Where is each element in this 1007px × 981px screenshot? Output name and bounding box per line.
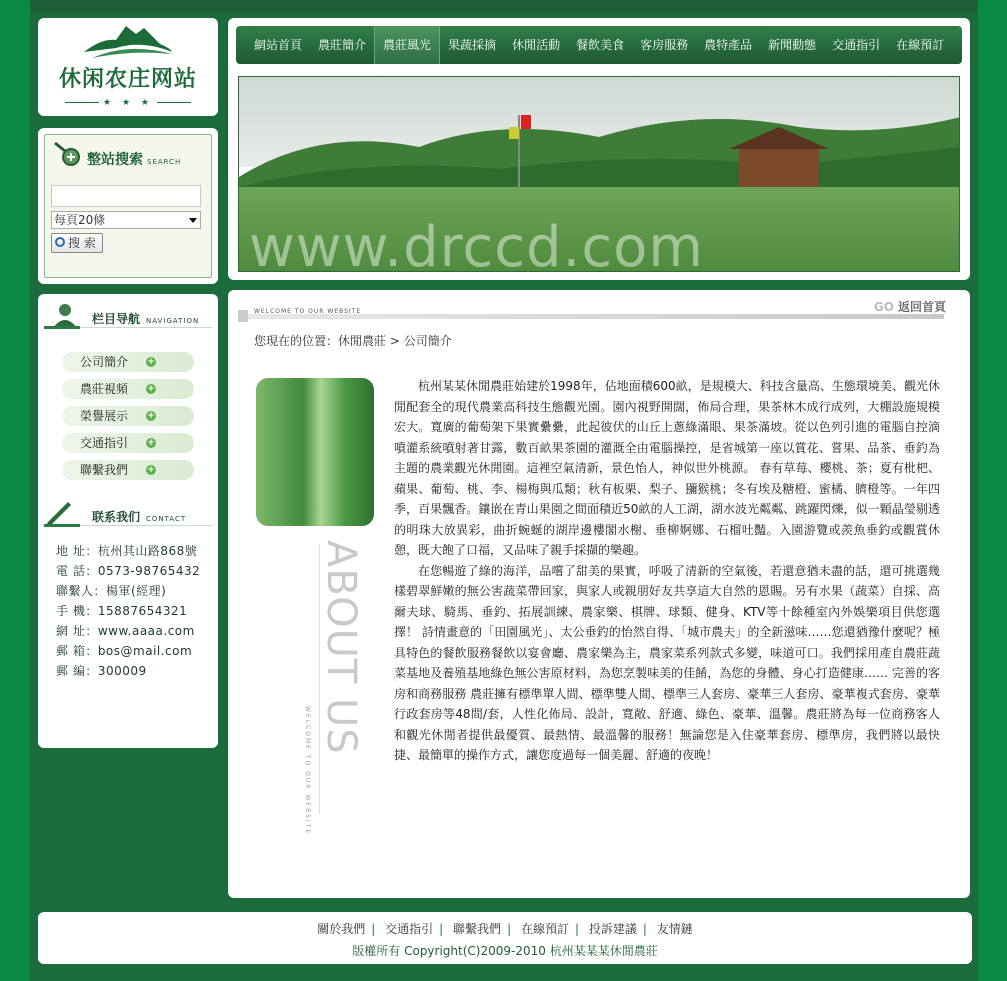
contact-website: 網 址：www.aaaa.com — [56, 624, 195, 638]
welcome-label: WELCOME TO OUR WEBSITE — [254, 308, 362, 315]
breadcrumb-home-link[interactable]: 休閒農莊 — [338, 334, 387, 348]
footer-link-feedback[interactable]: 投訴建議 — [588, 922, 637, 936]
search-panel — [38, 128, 218, 284]
banner-image — [238, 76, 960, 272]
plus-icon: + — [147, 411, 155, 421]
main-menu — [236, 26, 962, 64]
contact-email: 郵 箱：bos@mail.com — [56, 644, 193, 658]
menu-item-picking[interactable]: 果蔬採摘 — [448, 38, 497, 52]
menu-item-about[interactable]: 農莊簡介 — [318, 38, 367, 52]
plus-icon: + — [147, 465, 155, 475]
contact-section-title: 联系我们 — [92, 510, 141, 524]
plus-icon: + — [147, 384, 155, 394]
contact-zip: 郵 編：300009 — [56, 664, 147, 678]
nav-section-header: 栏目导航 NAVIGATION — [44, 298, 212, 328]
sidebar-item-company[interactable]: 公司簡介 + — [62, 352, 194, 372]
search-input[interactable] — [51, 185, 201, 207]
contact-address: 地 址：杭州其山路868號 — [56, 544, 198, 558]
footer-link-contact[interactable]: 聯繫我們 — [453, 922, 502, 936]
footer-link-friends[interactable]: 友情鏈 — [656, 922, 693, 936]
sidebar — [38, 294, 218, 748]
menu-item-traffic[interactable]: 交通指引 — [832, 38, 881, 52]
contact-person: 聯繫人：楊軍(經理) — [56, 584, 167, 598]
top-band — [30, 0, 978, 12]
menu-item-leisure[interactable]: 休閒活動 — [512, 38, 561, 52]
search-title: 整站搜索 SEARCH — [87, 152, 182, 168]
footer-links: 關於我們 | 交通指引 | 聯繫我們 | 在線預訂 | 投訴建議 | 友情鏈 — [317, 922, 693, 936]
menu-item-booking[interactable]: 在線預訂 — [896, 38, 945, 52]
menu-item-dining[interactable]: 餐飲美食 — [576, 38, 625, 52]
menu-item-home[interactable]: 網站首頁 — [254, 38, 303, 52]
page-wrapper — [30, 0, 978, 981]
sidebar-item-contact[interactable]: 聯繫我們 + — [62, 460, 194, 480]
pen-icon — [44, 498, 74, 526]
menu-item-rooms[interactable]: 客房服務 — [640, 38, 689, 52]
plus-icon: + — [147, 357, 155, 367]
logo-stars: ★ ★ ★ — [38, 98, 218, 108]
article-paragraph: 杭州某某休閒農莊始建於1998年，佔地面積600畝，是規模大、科技含量高、生態環境美、觀光休閒配套全的現代農業高科技生態觀光園。園內視野開闊，佈局合理，果茶林木成行成列，大棚設施規模宏大。寬廣的葡萄架下果實纍纍，此起彼伏的山丘上蔥綠滿眼、果茶滿坡。從以色列引進的電腦自控滴噴灌系統噴射著甘露，數百畝果茶園的灌溉全由電腦操控，是省城第一座以賞花、嘗果、品茶、垂釣為主題的農業觀光休閒園。這裡空氣清新，景色怡人，神似世外桃源。 春有草莓、櫻桃、茶；夏有枇杷、蘋果、葡萄、桃、李、楊梅與瓜類；秋有板栗、梨子、獼猴桃；冬有埃及糖橙、蜜橘、臍橙等。一年四季，百果飄香。鑲嵌在青山果園之間面積近50畝的人工湖，湖水波光粼粼、跳躍閃爍，似一顆晶瑩剔透的明珠大放異彩，曲折蜿蜒的湖岸邊樓閣水榭、垂柳婀娜、石榴吐豔。入園游覽或羨魚垂釣或觀賞休憩，既大飽了口福，又品味了親手採擷的樂趣。 — [394, 379, 940, 557]
header-panel — [228, 18, 970, 280]
article-body — [394, 376, 940, 766]
nav-section-title: 栏目导航 — [92, 312, 141, 326]
contact-mobile: 手 機：15887654321 — [56, 604, 188, 618]
dropdown-arrow-icon — [189, 218, 197, 223]
contact-section-header: 联系我们 CONTACT — [44, 496, 212, 526]
bamboo-photo — [256, 378, 374, 526]
plus-icon: + — [147, 438, 155, 448]
search-button[interactable]: 搜 索 — [51, 233, 103, 253]
site-title: 休闲农庄网站 — [58, 66, 197, 92]
sidebar-item-video[interactable]: 農莊視頻 + — [62, 379, 194, 399]
copyright: 版權所有 Copyright(C)2009-2010 杭州某某某休閒農莊 — [352, 944, 658, 958]
site-logo[interactable] — [38, 18, 218, 116]
user-icon — [50, 302, 80, 328]
content-panel — [228, 290, 970, 898]
perpage-select[interactable]: 每頁20條 — [51, 211, 201, 229]
about-us-sub: WELCOME TO OUR WEBSITE — [304, 706, 311, 836]
footer — [38, 912, 972, 964]
menu-item-scenery[interactable]: 農莊風光 — [374, 26, 440, 64]
search-icon — [55, 237, 65, 247]
about-us-label: ABOUT US — [318, 540, 364, 755]
banner-watermark: www.drccd.com — [249, 215, 704, 272]
footer-link-traffic[interactable]: 交通指引 — [385, 922, 434, 936]
mountain-logo-icon — [82, 22, 174, 62]
sidebar-item-traffic[interactable]: 交通指引 + — [62, 433, 194, 453]
article-paragraph: 在您暢遊了綠的海洋，品嚐了甜美的果實，呼吸了清新的空氣後，若還意猶未盡的話，還可挑選幾樣碧翠鮮嫩的無公害蔬菜帶回家，與家人或親朋好友共享這大自然的恩賜。另有水果（蔬菜）自採、高爾夫球、騎馬、垂釣、拓展訓練、農家樂、棋牌、球類、健身、KTV等十餘種室內外娛樂項目供您選擇！ 詩情畫意的「田園風光」、太公垂釣的怡然自得、「城市農夫」的全新滋味……您還猶豫什麼呢？極具特色的餐飲服務餐飲以宴會廳、農家樂為主，農家菜系列款式多變，味道可口。我們採用產自農莊蔬菜基地及養殖基地綠色無公害原材料，為您烹製味美的佳餚，為您的身體、身心打造健康…… 完善的客房和商務服務 農莊擁有標準單人間、標準雙人間、標準三人套房、豪華三人套房、豪華複式套房、豪華行政套房等48間/套，人性化佈局、設計，寬敞、舒適、綠色、豪華、溫馨。農莊將為每一位商務客人和觀光休閒者提供最優質、最熱情、最溫馨的服務！無論您是入住豪華套房、標準房，我們將以最快捷、最簡單的操作方式，讓您度過每一個美麗、舒適的夜晚！ — [394, 563, 940, 762]
breadcrumb: 您現在的位置：休閒農莊 > 公司簡介 — [254, 334, 452, 348]
sidebar-item-honors[interactable]: 榮譽展示 + — [62, 406, 194, 426]
menu-item-products[interactable]: 農特產品 — [704, 38, 753, 52]
go-home-link[interactable]: GO 返回首頁 — [873, 300, 946, 314]
contact-phone: 電 話：0573-98765432 — [56, 564, 201, 578]
footer-link-booking[interactable]: 在線預訂 — [520, 922, 569, 936]
footer-link-about[interactable]: 關於我們 — [317, 922, 366, 936]
magnifier-plus-icon — [51, 141, 81, 171]
menu-item-news[interactable]: 新聞動態 — [768, 38, 817, 52]
